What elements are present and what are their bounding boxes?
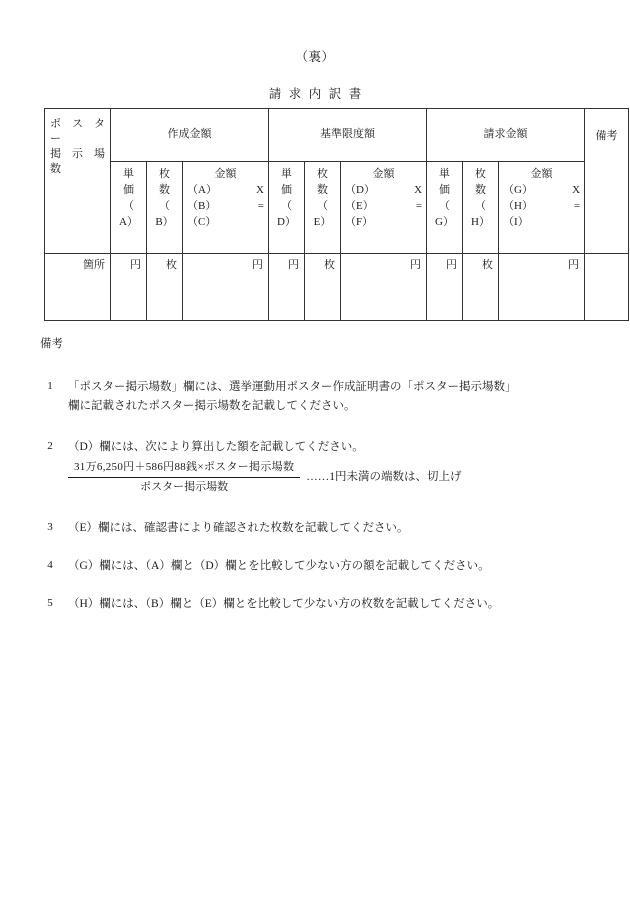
poster-sites-line-3: 掲示場 [50, 148, 105, 160]
note-number-2: 2 [47, 440, 53, 452]
note-3-line-1: （E）欄には、確認書により確認された枚数を記載してください。 [68, 522, 409, 534]
subheader-amount-c [183, 162, 269, 254]
amount-code-h: （H） [503, 200, 533, 212]
amount-code-b: （B） [187, 200, 217, 212]
subheader-unit-price-g [427, 162, 463, 254]
note-number-1: 1 [47, 380, 53, 392]
poster-sites-line-2: ー [50, 133, 61, 145]
amount-formula-line-1-i [503, 183, 580, 199]
subheader-sheets-b [147, 162, 183, 254]
note-4-line-1: （G）欄には、（A）欄と（D）欄とを比較して少ない方の額を記載してください。 [68, 560, 490, 572]
subheader-unit-price-a [111, 162, 147, 254]
amount-operator-multiply-1: X [256, 184, 264, 196]
note-number-4: 4 [47, 559, 53, 571]
amount-formula-line-3 [187, 215, 264, 231]
amount-formula-line-2-f [345, 199, 422, 215]
subheader-sheets-h [463, 162, 499, 254]
entry-unit-price-g-unit[interactable]: 円 [427, 254, 463, 321]
entry-unit-price-d-unit[interactable]: 円 [269, 254, 305, 321]
note-item-4 [40, 557, 596, 576]
amount-formula-line-3-i [503, 215, 580, 231]
formula-numerator: 31万6,250円＋586円88銭×ポスター掲示場数 [68, 459, 300, 479]
entry-remarks[interactable] [585, 254, 629, 321]
document-title: 請求内訳書 [268, 87, 369, 101]
subheader-amount-i [499, 162, 585, 254]
header-poster-sites-count [45, 109, 111, 254]
subheader-unit-price-d [269, 162, 305, 254]
entry-poster-sites-unit[interactable]: 箇所 [45, 254, 111, 321]
amount-operator-equals-1: = [257, 200, 264, 212]
formula-rounding-note: ……1円未満の端数は、切上げ [306, 470, 462, 483]
note-body-5 [68, 595, 596, 614]
subheader-amount-f [341, 162, 427, 254]
amount-code-e: （E） [345, 200, 374, 212]
amount-formula-line-2-i [503, 199, 580, 215]
note-2-line-1: （D）欄には、次により算出した額を記載してください。 [68, 441, 364, 453]
note-item-1 [40, 378, 596, 415]
note-1-line-2: 欄に記載されたポスター掲示場数を記載してください。 [68, 399, 356, 412]
sheets-paren-open-e: （ [317, 200, 328, 212]
unit-price-code-g: G） [435, 216, 454, 228]
amount-operator-equals-3: = [573, 200, 581, 212]
sheets-label-line1-e: 枚 [317, 168, 328, 180]
amount-operator-multiply-3: X [572, 184, 581, 196]
entry-unit-price-a-unit[interactable]: 円 [111, 254, 147, 321]
entry-sheets-h-unit[interactable]: 枚 [463, 254, 499, 321]
amount-title-1: 金額 [214, 168, 237, 180]
sheets-label-line2-h: 数 [475, 184, 487, 196]
amount-code-c: （C） [187, 216, 217, 228]
entry-sheets-e-unit[interactable]: 枚 [305, 254, 341, 321]
amount-formula-line-1 [187, 183, 264, 199]
entry-sheets-b-unit[interactable]: 枚 [147, 254, 183, 321]
sheets-code-h: H） [471, 216, 490, 228]
amount-operator-equals-2: = [415, 200, 423, 212]
sheets-paren-open: （ [159, 200, 170, 212]
unit-price-label-line1: 単 [123, 168, 134, 180]
sheets-code-e: E） [313, 216, 332, 228]
note-body-1 [68, 378, 596, 415]
note-5-line-1: （H）欄には、（B）欄と（E）欄とを比較して少ない方の枚数を記載してください。 [68, 598, 500, 610]
subheader-sheets-e [305, 162, 341, 254]
note-number-5: 5 [47, 597, 53, 609]
entry-amount-c-unit[interactable]: 円 [183, 254, 269, 321]
poster-sites-line-4: 数 [50, 163, 61, 175]
unit-price-code-a: A） [119, 216, 138, 228]
amount-code-g: （G） [503, 184, 533, 196]
billing-breakdown-table [44, 108, 629, 321]
note-body-3 [68, 519, 596, 538]
note-body-4 [68, 557, 596, 576]
entry-amount-f-unit[interactable]: 円 [341, 254, 427, 321]
unit-price-paren-open-d: （ [281, 200, 292, 212]
note-item-3 [40, 519, 596, 538]
unit-price-paren-open-g: （ [439, 200, 451, 212]
sheets-code-b: B） [155, 216, 174, 228]
amount-formula-line-1-f [345, 183, 422, 199]
note-item-2 [40, 438, 596, 497]
unit-price-label-line2-g: 価 [439, 184, 451, 196]
table-entry-row [45, 254, 629, 321]
table-header-row-group [45, 109, 629, 162]
amount-operator-multiply-2: X [414, 184, 423, 196]
sheets-label-line1-h: 枚 [475, 168, 487, 180]
sheets-label-line2: 数 [159, 184, 170, 196]
sheets-label-line1: 枚 [159, 168, 170, 180]
formula-fraction [68, 459, 300, 498]
header-remarks-column: 備考 [585, 109, 629, 254]
note-2-formula [68, 459, 596, 498]
group-header-production-amount: 作成金額 [111, 109, 269, 162]
formula-denominator: ポスター掲示場数 [140, 481, 229, 494]
group-header-standard-limit-amount: 基準限度額 [269, 109, 427, 162]
unit-price-paren-open: （ [123, 200, 134, 212]
table-header-row-sub [45, 162, 629, 254]
remarks-section-title: 備考 [40, 338, 63, 350]
back-side-mark: （裏） [295, 50, 335, 64]
poster-sites-line-1: ポスタ [50, 118, 105, 130]
unit-price-label-line2-d: 価 [281, 184, 292, 196]
note-item-5 [40, 595, 596, 614]
amount-title-3: 金額 [530, 168, 553, 180]
amount-code-f: （F） [345, 216, 374, 228]
amount-title-2: 金額 [372, 168, 395, 180]
group-header-claim-amount: 請求金額 [427, 109, 585, 162]
amount-formula-line-3-f [345, 215, 422, 231]
amount-code-d: （D） [345, 184, 375, 196]
note-1-line-1: 「ポスター掲示場数」欄には、選挙運動用ポスター作成証明書の「ポスター掲示場数」 [68, 381, 517, 393]
unit-price-code-d: D） [277, 216, 296, 228]
entry-amount-i-unit[interactable]: 円 [499, 254, 585, 321]
amount-formula-line-2 [187, 199, 264, 215]
note-body-2 [68, 438, 596, 457]
sheets-label-line2-e: 数 [317, 184, 328, 196]
unit-price-label-line2: 価 [123, 184, 134, 196]
note-number-3: 3 [47, 521, 53, 533]
sheets-paren-open-h: （ [475, 200, 487, 212]
unit-price-label-line1-d: 単 [281, 168, 292, 180]
amount-code-a: （A） [187, 184, 217, 196]
unit-price-label-line1-g: 単 [439, 168, 451, 180]
amount-code-i: （I） [503, 216, 529, 228]
